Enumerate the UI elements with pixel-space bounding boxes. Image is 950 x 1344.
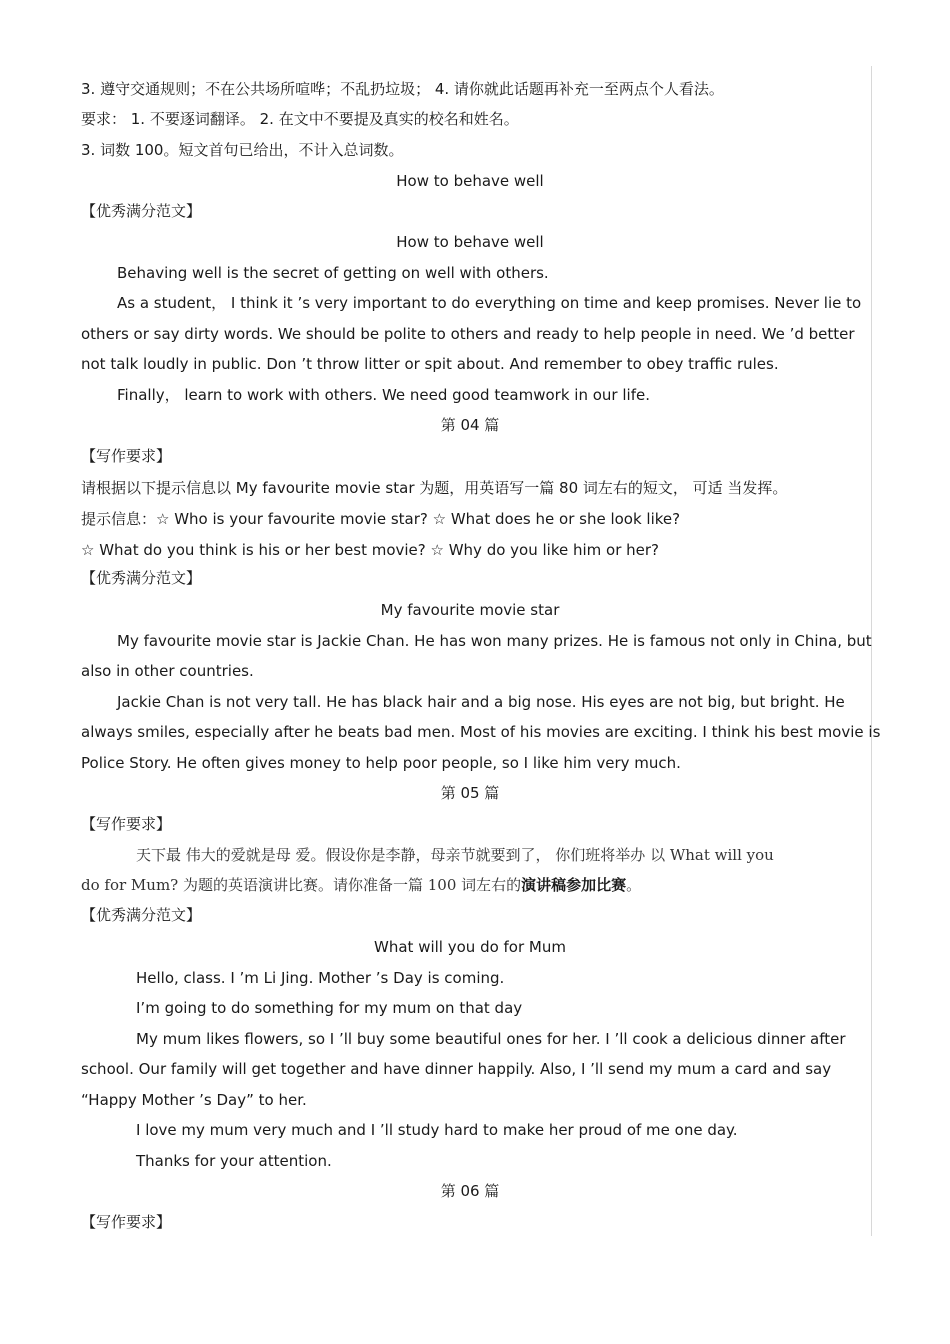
essay-paragraph-line: I love my mum very much and I ’ll study hard to make her proud of me one day. [136,1121,738,1139]
requirement-line-3-4: 3. 遵守交通规则；不在公共场所喧哗；不乱扔垃圾； 4. 请你就此话题再补充一至两点个人看法。 [81,80,724,98]
task-period: 。 [626,876,642,894]
requirement-rules: 要求： 1. 不要逐词翻译。 2. 在文中不要提及真实的校名和姓名。 [81,110,519,128]
essay-paragraph-line: Thanks for your attention. [136,1152,332,1170]
essay-paragraph-line: others or say dirty words. We should be polite to others and ready to help people in need. We ’d better [81,325,855,343]
section-heading-requirements: 【写作要求】 [81,815,172,833]
essay-paragraph-line: “Happy Mother ’s Day” to her. [81,1091,307,1109]
essay-title: My favourite movie star [380,601,560,619]
essay-title: How to behave well [396,233,544,251]
essay-paragraph-line: not talk loudly in public. Don ’t throw litter or spit about. And remember to obey traffic rules. [81,355,779,373]
requirement-word-count: 3. 词数 100。短文首句已给出，不计入总词数。 [81,141,404,159]
article-number-06: 第 06 篇 [440,1182,500,1200]
task-instruction: 天下最 伟大的爱就是母 爱。假设你是李静，母亲节就要到了， 你们班将举办 以 What will you [136,846,774,864]
essay-paragraph-line: always smiles, especially after he beats bad men. Most of his movies are exciting. I think his best movie is [81,723,881,741]
essay-paragraph-line: Police Story. He often gives money to help poor people, so I like him very much. [81,754,681,772]
section-heading-requirements: 【写作要求】 [81,447,172,465]
essay-title: What will you do for Mum [374,938,566,956]
essay-paragraph-line: My mum likes flowers, so I ’ll buy some beautiful ones for her. I ’ll cook a delicious dinner after [136,1030,846,1048]
essay-paragraph-line: school. Our family will get together and have dinner happily. Also, I ’ll send my mum a card and say [81,1060,832,1078]
task-emphasis: 演讲稿参加比赛 [521,876,627,894]
essay-paragraph-line: Behaving well is the secret of getting on well with others. [117,264,549,282]
article-number-04: 第 04 篇 [440,416,500,434]
essay-paragraph-line: Jackie Chan is not very tall. He has black hair and a big nose. His eyes are not big, but bright. He [117,693,845,711]
task-instruction [81,875,641,895]
section-heading-requirements: 【写作要求】 [81,1213,172,1231]
article-number-05: 第 05 篇 [440,784,500,802]
essay-paragraph-line: Hello, class. I ’m Li Jing. Mother ’s Day is coming. [136,969,505,987]
section-heading-sample: 【优秀满分范文】 [81,906,202,924]
hint-line: ☆ What do you think is his or her best movie? ☆ Why do you like him or her? [81,541,660,559]
essay-paragraph-line: I’m going to do something for my mum on that day [136,999,523,1017]
essay-paragraph-line: also in other countries. [81,662,254,680]
essay-paragraph-line: As a student， I think it ’s very important to do everything on time and keep promises. Never lie to [117,294,862,312]
task-instruction-text: do for Mum? 为题的英语演讲比赛。请你准备一篇 100 词左右的 [81,876,522,894]
hint-line: 提示信息：☆ Who is your favourite movie star? ☆ What does he or she look like? [81,510,681,528]
essay-title-prompt: How to behave well [396,172,544,190]
essay-paragraph-line: Finally， learn to work with others. We need good teamwork in our life. [117,386,650,404]
section-heading-sample: 【优秀满分范文】 [81,202,202,220]
essay-paragraph-line: My favourite movie star is Jackie Chan. He has won many prizes. He is famous not only in China, but [117,632,872,650]
task-instruction: 请根据以下提示信息以 My favourite movie star 为题，用英语写一篇 80 词左右的短文， 可适 当发挥。 [81,479,788,497]
section-heading-sample: 【优秀满分范文】 [81,569,202,587]
